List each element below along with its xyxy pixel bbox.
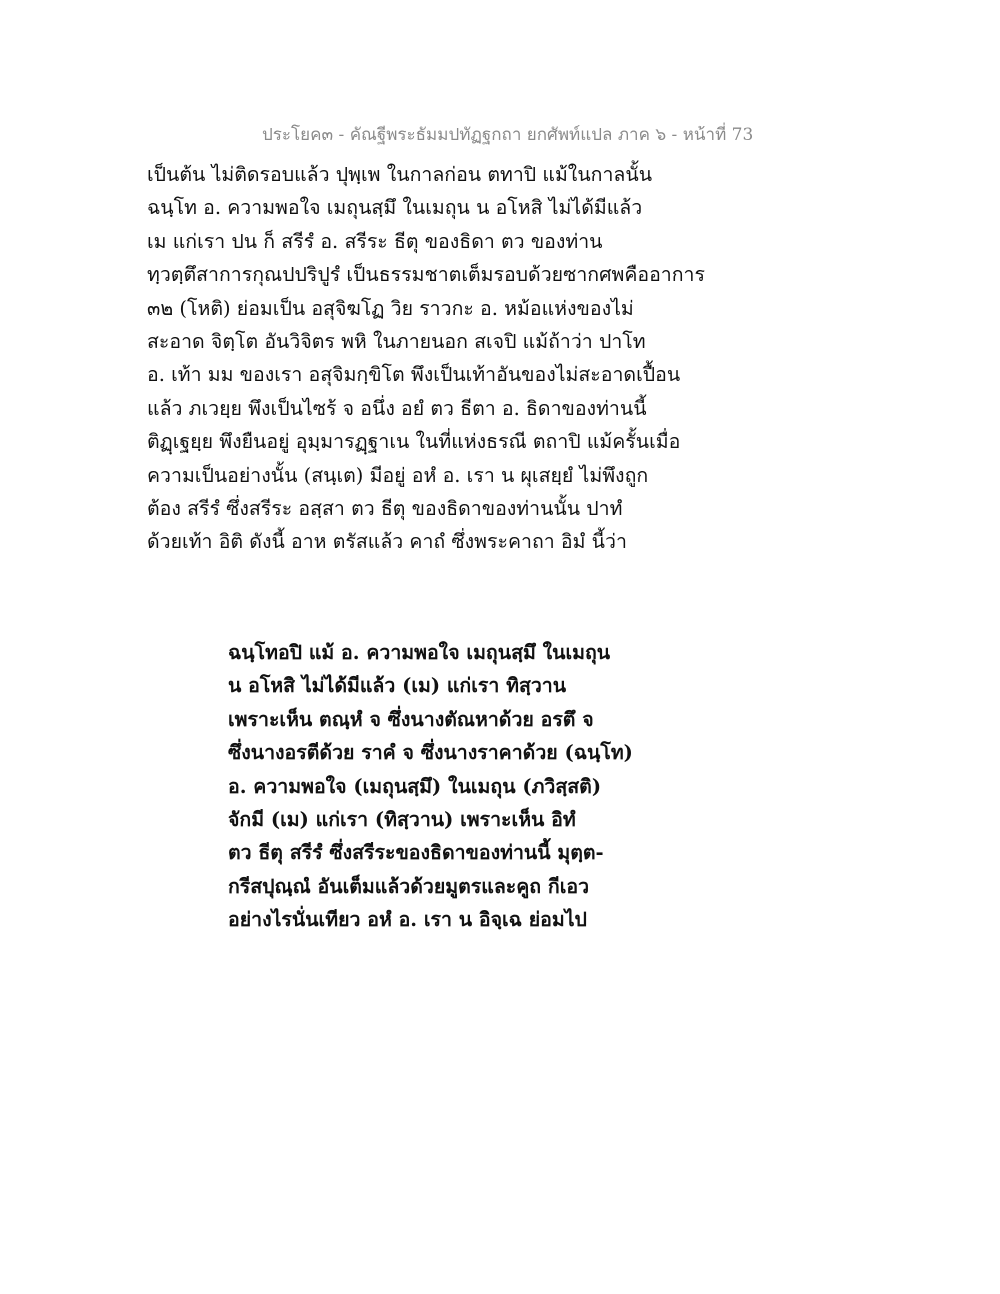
body-text [147,158,707,559]
body-line: ด้วยเท้า อิติ ดังนี้ อาห ตรัสแล้ว คาถํ ซึ่งพระคาถา อิมํ นี้ว่า [147,530,627,554]
verse-line: เพราะเห็น ตณฺหํ จ ซึ่งนางตัณหาด้วย อรตึ จ [228,707,594,731]
body-line: ต้อง สรีรํ ซึ่งสรีระ อสฺสา ตว ธีตุ ของธิดาของท่านนั้น ปาทํ [147,497,623,521]
verse-line: จักมี (เม) แก่เรา (ทิสฺวาน) เพราะเห็น อิทํ [228,808,576,832]
body-line: ทฺวตฺตึสาการกุณปปริปูรํ เป็นธรรมชาตเต็มรอบด้วยซากศพคืออาการ [147,263,705,287]
verse-line: ฉนฺโทอปิ แม้ อ. ความพอใจ เมถุนสฺมึ ในเมถุน [228,641,611,664]
verse-line: ซึ่งนางอรตีด้วย ราคํ จ ซึ่งนางราคาด้วย (ฉนฺโท) [228,741,633,765]
verse-block [228,636,648,937]
body-line: ฉนฺโท อ. ความพอใจ เมถุนสฺมึ ในเมถุน น อโหสิ ไม่ได้มีแล้ว [147,196,643,220]
page-header: ประโยค๓ - คัณฐีพระธัมมปทัฏฐกถา ยกศัพท์แปล ภาค ๖ - หน้าที่ 73 [262,125,754,145]
verse-line: ตว ธีตุ สรีรํ ซึ่งสรีระของธิดาของท่านนี้ มุตฺต- [228,841,604,865]
body-line: เม แก่เรา ปน ก็ สรีรํ อ. สรีระ ธีตุ ของธิดา ตว ของท่าน [147,229,603,253]
body-line: เป็นต้น ไม่ติดรอบแล้ว ปุพฺเพ ในกาลก่อน ตทาปิ แม้ในกาลนั้น [147,163,653,186]
verse-line: อ. ความพอใจ (เมถุนสฺมึ) ในเมถุน (ภวิสฺสติ) [228,774,602,798]
body-line: ๓๒ (โหติ) ย่อมเป็น อสุจิฆโฏ วิย ราวกะ อ. หม้อแห่งของไม่ [147,296,634,320]
verse-line: กรีสปุณฺณํ อันเต็มแล้วด้วยมูตรและคูถ กีเอว [228,874,590,898]
body-line: สะอาด จิตฺโต อันวิจิตร พหิ ในภายนอก สเจปิ แม้ถ้าว่า ปาโท [147,330,646,354]
body-line: ติฏฺเฐยฺย พึงยืนอยู่ อุมฺมารฏฺฐาเน ในที่แห่งธรณี ตถาปิ แม้ครั้นเมื่อ [147,430,681,454]
verse-line: อย่างไรนั่นเทียว อหํ อ. เรา น อิจฺเฉ ย่อมไป [228,908,587,932]
verse-line: น อโหสิ ไม่ได้มีแล้ว (เม) แก่เรา ทิสฺวาน [228,674,567,698]
body-line: อ. เท้า มม ของเรา อสุจิมกฺขิโต พึงเป็นเท้าอันของไม่สะอาดเปื้อน [147,363,681,387]
body-line: แล้ว ภเวยฺย พึงเป็นไซร้ จ อนึ่ง อยํ ตว ธีตา อ. ธิดาของท่านนี้ [147,396,647,420]
body-line: ความเป็นอย่างนั้น (สนฺเต) มีอยู่ อหํ อ. เรา น ผุเสยฺยํ ไม่พึงถูก [147,463,649,487]
